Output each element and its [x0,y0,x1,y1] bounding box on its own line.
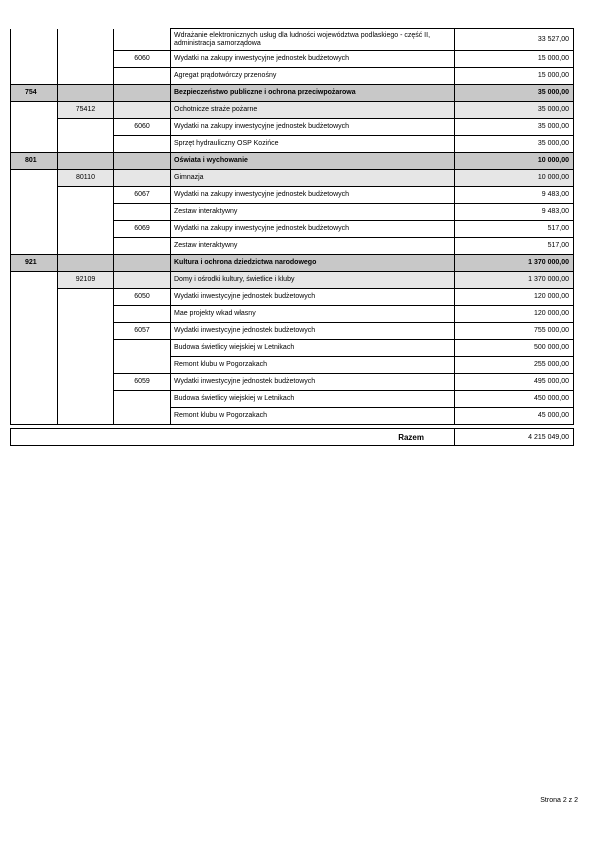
cell-dzial [11,187,58,204]
table-row-roz [11,170,574,187]
page-number: Strona 2 z 2 [540,797,578,804]
cell-rozdzial [58,68,114,85]
table-row-par [11,221,574,238]
cell-paragraf: 6067 [114,187,171,204]
cell-dzial [11,357,58,374]
cell-rozdzial [58,374,114,391]
cell-kwota: 33 527,00 [455,29,574,51]
cell-tresc: Budowa świetlicy wiejskiej w Letnikach [171,391,455,408]
cell-dzial [11,340,58,357]
table-row-par [11,374,574,391]
cell-paragraf: 6060 [114,119,171,136]
cell-dzial [11,51,58,68]
table-row-par [11,289,574,306]
cell-dzial [11,323,58,340]
cell-paragraf [114,102,171,119]
table-row-par [11,119,574,136]
cell-paragraf [114,238,171,255]
cell-rozdzial [58,391,114,408]
cell-dzial [11,221,58,238]
cell-paragraf [114,340,171,357]
cell-kwota: 517,00 [455,238,574,255]
cell-paragraf [114,255,171,272]
table-row-par [11,323,574,340]
cell-kwota: 755 000,00 [455,323,574,340]
table-row-item [11,357,574,374]
cell-dzial [11,306,58,323]
cell-paragraf [114,391,171,408]
cell-rozdzial [58,340,114,357]
cell-rozdzial [58,306,114,323]
cell-kwota: 45 000,00 [455,408,574,425]
cell-dzial [11,119,58,136]
budget-table [10,28,574,425]
cell-dzial [11,238,58,255]
table-row-item [11,136,574,153]
cell-paragraf [114,204,171,221]
cell-rozdzial [58,204,114,221]
cell-rozdzial [58,187,114,204]
cell-kwota: 35 000,00 [455,136,574,153]
cell-dzial [11,272,58,289]
table-row-par [11,187,574,204]
cell-dzial [11,170,58,187]
cell-rozdzial [58,153,114,170]
cell-rozdzial [58,85,114,102]
cell-kwota: 35 000,00 [455,119,574,136]
table-row-dzial [11,255,574,272]
cell-paragraf: 6050 [114,289,171,306]
cell-dzial [11,374,58,391]
cell-paragraf [114,153,171,170]
cell-paragraf [114,408,171,425]
table-row-dzial [11,153,574,170]
cell-kwota: 1 370 000,00 [455,272,574,289]
cell-dzial [11,102,58,119]
cell-tresc: Wdrażanie elektronicznych usług dla ludności województwa podlaskiego - część II, administracja samorządowa [171,29,455,51]
cell-tresc: Wydatki inwestycyjne jednostek budżetowych [171,374,455,391]
cell-kwota: 495 000,00 [455,374,574,391]
cell-paragraf: 6069 [114,221,171,238]
summary-table [10,428,574,446]
cell-kwota: 15 000,00 [455,51,574,68]
cell-dzial [11,29,58,51]
cell-kwota: 120 000,00 [455,306,574,323]
cell-tresc: Ochotnicze straże pożarne [171,102,455,119]
cell-tresc: Zestaw interaktywny [171,204,455,221]
cell-paragraf [114,306,171,323]
cell-tresc: Wydatki inwestycyjne jednostek budżetowych [171,323,455,340]
cell-rozdzial [58,51,114,68]
cell-kwota: 15 000,00 [455,68,574,85]
cell-tresc: Gimnazja [171,170,455,187]
table-row-item [11,238,574,255]
cell-paragraf [114,68,171,85]
table-row-item [11,306,574,323]
cell-tresc: Sprzęt hydrauliczny OSP Kozińce [171,136,455,153]
cell-rozdzial: 75412 [58,102,114,119]
cell-paragraf [114,272,171,289]
cell-rozdzial: 80110 [58,170,114,187]
cell-kwota: 1 370 000,00 [455,255,574,272]
cell-dzial: 921 [11,255,58,272]
cell-rozdzial [58,357,114,374]
cell-kwota: 9 483,00 [455,204,574,221]
cell-paragraf [114,29,171,51]
cell-paragraf [114,170,171,187]
cell-dzial [11,289,58,306]
table-row-item [11,340,574,357]
cell-tresc: Wydatki inwestycyjne jednostek budżetowych [171,289,455,306]
cell-kwota: 500 000,00 [455,340,574,357]
cell-tresc: Kultura i ochrona dziedzictwa narodowego [171,255,455,272]
table-row-dzial [11,85,574,102]
cell-kwota: 35 000,00 [455,85,574,102]
cell-kwota: 255 000,00 [455,357,574,374]
cell-rozdzial [58,255,114,272]
cell-kwota: 10 000,00 [455,153,574,170]
cell-kwota: 35 000,00 [455,102,574,119]
summary-row [11,429,574,446]
table-row-item [11,29,574,51]
cell-dzial [11,391,58,408]
cell-tresc: Oświata i wychowanie [171,153,455,170]
cell-kwota: 517,00 [455,221,574,238]
table-row-roz [11,272,574,289]
cell-kwota: 10 000,00 [455,170,574,187]
cell-paragraf [114,357,171,374]
cell-dzial [11,68,58,85]
cell-tresc: Mae projekty wkad własny [171,306,455,323]
cell-tresc: Wydatki na zakupy inwestycyjne jednostek budżetowych [171,221,455,238]
cell-paragraf: 6057 [114,323,171,340]
table-row-item [11,68,574,85]
cell-paragraf: 6059 [114,374,171,391]
cell-rozdzial [58,408,114,425]
cell-kwota: 120 000,00 [455,289,574,306]
cell-dzial: 754 [11,85,58,102]
cell-dzial [11,408,58,425]
cell-rozdzial: 92109 [58,272,114,289]
cell-tresc: Bezpieczeństwo publiczne i ochrona przeciwpożarowa [171,85,455,102]
table-row-item [11,391,574,408]
cell-dzial [11,136,58,153]
cell-dzial [11,204,58,221]
summary-label: Razem [11,429,455,446]
cell-dzial: 801 [11,153,58,170]
cell-rozdzial [58,29,114,51]
budget-table-body [11,29,574,425]
summary-total: 4 215 049,00 [455,429,574,446]
cell-kwota: 450 000,00 [455,391,574,408]
cell-paragraf [114,85,171,102]
cell-tresc: Budowa świetlicy wiejskiej w Letnikach [171,340,455,357]
cell-tresc: Wydatki na zakupy inwestycyjne jednostek budżetowych [171,187,455,204]
cell-paragraf [114,136,171,153]
cell-rozdzial [58,221,114,238]
table-row-par [11,51,574,68]
cell-tresc: Remont klubu w Pogorzakach [171,357,455,374]
table-row-item [11,408,574,425]
cell-paragraf: 6060 [114,51,171,68]
cell-tresc: Agregat prądotwórczy przenośny [171,68,455,85]
cell-rozdzial [58,136,114,153]
cell-rozdzial [58,289,114,306]
cell-rozdzial [58,323,114,340]
cell-kwota: 9 483,00 [455,187,574,204]
cell-tresc: Wydatki na zakupy inwestycyjne jednostek budżetowych [171,51,455,68]
cell-tresc: Wydatki na zakupy inwestycyjne jednostek budżetowych [171,119,455,136]
cell-rozdzial [58,238,114,255]
cell-tresc: Remont klubu w Pogorzakach [171,408,455,425]
cell-tresc: Zestaw interaktywny [171,238,455,255]
table-row-roz [11,102,574,119]
cell-tresc: Domy i ośrodki kultury, świetlice i kluby [171,272,455,289]
cell-rozdzial [58,119,114,136]
table-row-item [11,204,574,221]
